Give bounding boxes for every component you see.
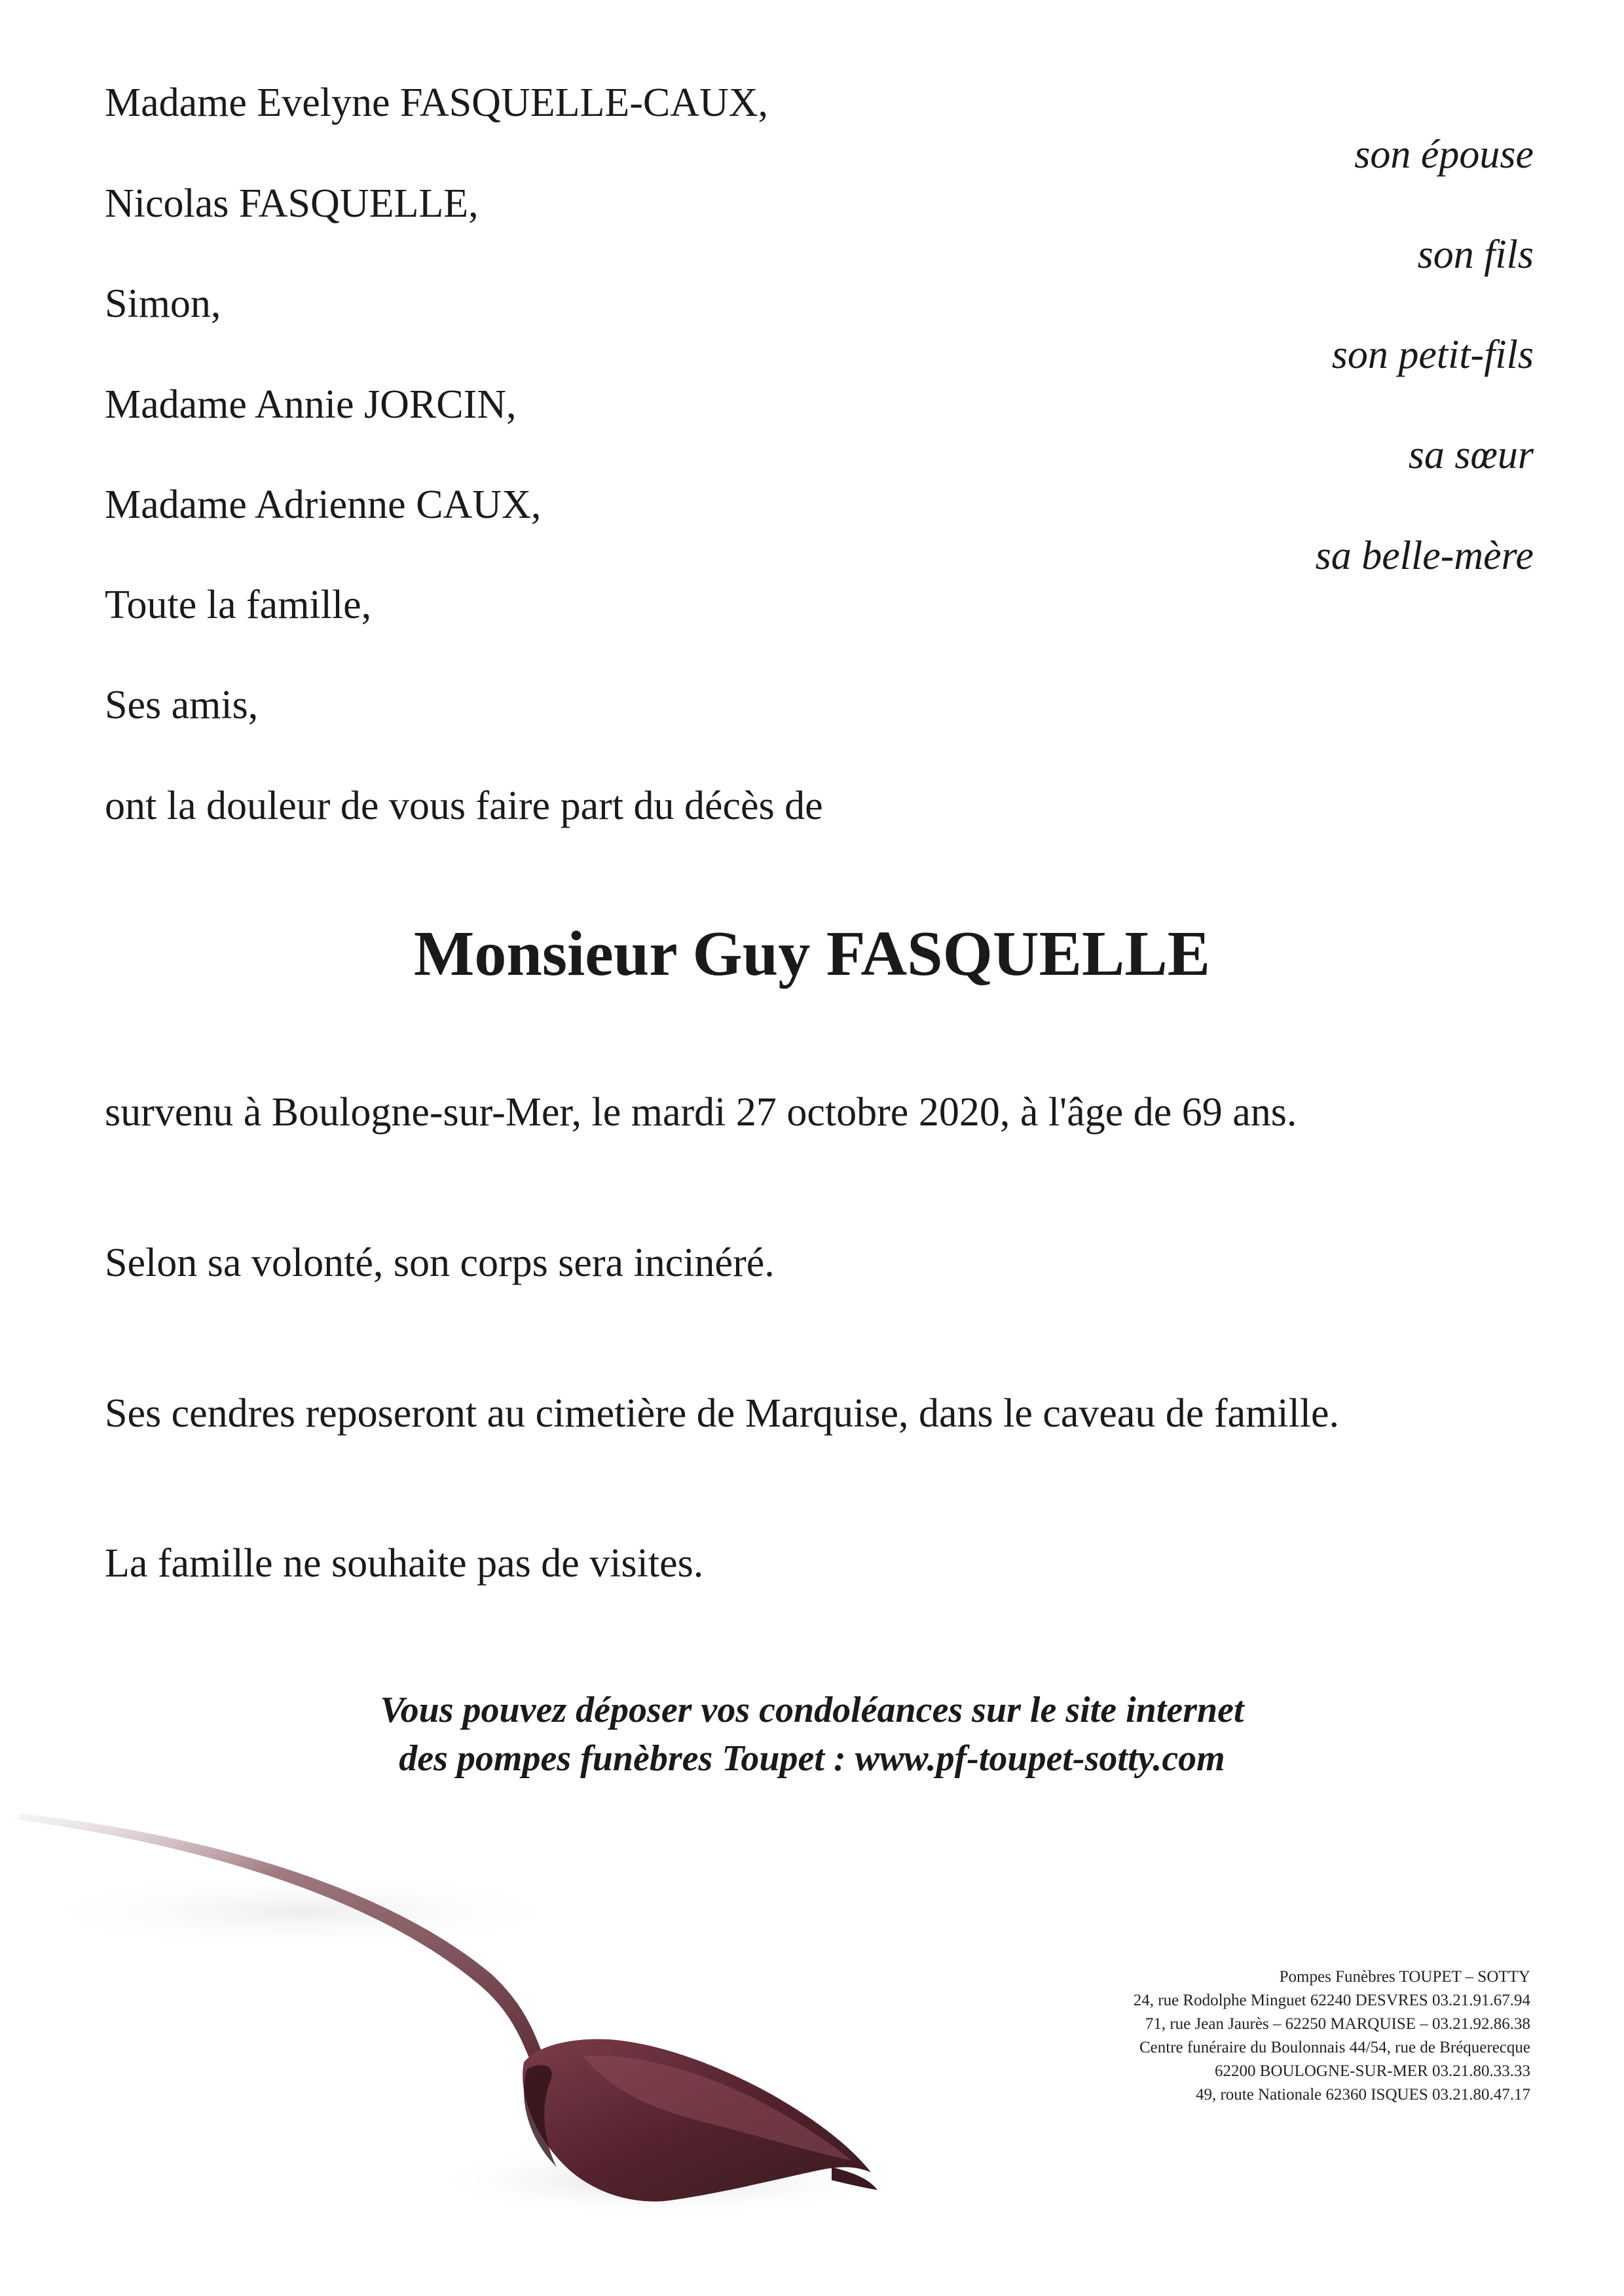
family-name-3: Simon, — [105, 282, 221, 326]
family-relation-2: son fils — [1417, 232, 1534, 277]
funeral-home-line-5: 49, route Nationale 62360 ISQUES 03.21.80.47.17 — [1195, 2086, 1530, 2104]
funeral-home-name: Pompes Funèbres TOUPET – SOTTY — [1279, 1968, 1530, 1986]
condolences-line-1: Vous pouvez déposer vos condoléances sur le site internet — [380, 1690, 1244, 1730]
family-relation-5: sa belle-mère — [1315, 534, 1534, 578]
cremation-text: Selon sa volonté, son corps sera incinéré. — [105, 1241, 775, 1285]
announcement-text: ont la douleur de vous faire part du décès de — [105, 784, 823, 828]
funeral-home-line-1: 24, rue Rodolphe Minguet 62240 DESVRES 03.21.91.67.94 — [1133, 1992, 1530, 2009]
death-details: survenu à Boulogne-sur-Mer, le mardi 27 octobre 2020, à l'âge de 69 ans. — [105, 1090, 1297, 1135]
funeral-home-line-2: 71, rue Jean Jaurès – 62250 MARQUISE – 03.21.92.86.38 — [1145, 2015, 1530, 2033]
family-name-5: Madame Adrienne CAUX, — [105, 483, 542, 527]
funeral-home-info — [941, 1965, 1530, 2107]
visits-text: La famille ne souhaite pas de visites. — [105, 1541, 704, 1586]
ashes-text: Ses cendres reposeront au cimetière de Marquise, dans le caveau de famille. — [105, 1391, 1340, 1436]
family-relation-3: son petit-fils — [1331, 333, 1534, 377]
family-relation-4: sa sœur — [1408, 433, 1534, 477]
family-name-4: Madame Annie JORCIN, — [105, 382, 517, 427]
family-name-1: Madame Evelyne FASQUELLE-CAUX, — [105, 81, 769, 125]
funeral-home-line-3: Centre funéraire du Boulonnais 44/54, rue de Bréquerecque — [1139, 2039, 1530, 2056]
funeral-home-line-4: 62200 BOULOGNE-SUR-MER 03.21.80.33.33 — [1215, 2062, 1530, 2080]
condolences-line-2: des pompes funèbres Toupet : www.pf-toupet-sotty.com — [399, 1738, 1225, 1779]
deceased-name: Monsieur Guy FASQUELLE — [413, 919, 1211, 989]
family-relation-1: son épouse — [1354, 132, 1534, 177]
family-name-6: Toute la famille, — [105, 583, 372, 627]
calla-lily-flower-icon — [20, 1813, 936, 2232]
family-name-2: Nicolas FASQUELLE, — [105, 181, 479, 226]
family-name-7: Ses amis, — [105, 683, 259, 727]
